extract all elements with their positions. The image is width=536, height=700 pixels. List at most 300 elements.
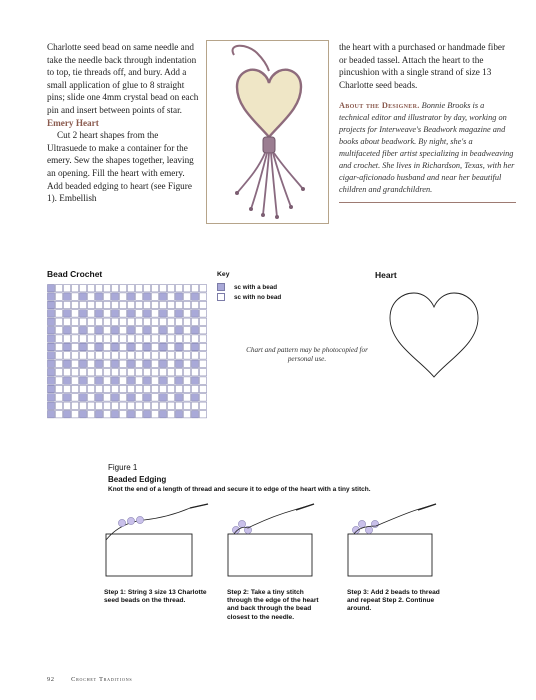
chart-cell-no-bead bbox=[152, 394, 159, 401]
chart-cell-no-bead bbox=[160, 335, 167, 342]
chart-cell-no-bead bbox=[192, 318, 199, 325]
chart-cell-no-bead bbox=[168, 377, 175, 384]
chart-cell-no-bead bbox=[56, 352, 63, 359]
chart-cell-no-bead bbox=[88, 377, 95, 384]
chart-cell-no-bead bbox=[56, 360, 63, 367]
chart-cell-no-bead bbox=[128, 301, 135, 308]
heart-title: Heart bbox=[375, 270, 397, 280]
chart-cell-no-bead bbox=[120, 293, 127, 300]
photocopy-note: Chart and pattern may be photocopied for personal use. bbox=[246, 346, 368, 363]
chart-cell-bead bbox=[96, 394, 103, 401]
chart-cell-no-bead bbox=[72, 318, 79, 325]
chart-cell-no-bead bbox=[104, 318, 111, 325]
chart-cell-no-bead bbox=[144, 301, 151, 308]
chart-cell-bead bbox=[160, 411, 167, 418]
chart-cell-bead bbox=[80, 327, 87, 334]
chart-cell-bead bbox=[160, 360, 167, 367]
chart-cell-no-bead bbox=[88, 385, 95, 392]
chart-cell-bead bbox=[176, 360, 183, 367]
chart-cell-no-bead bbox=[168, 335, 175, 342]
chart-cell-no-bead bbox=[120, 310, 127, 317]
bead-swatch-icon bbox=[217, 283, 225, 291]
chart-cell-bead bbox=[192, 293, 199, 300]
chart-cell-bead bbox=[64, 310, 71, 317]
left-paragraph-1: Charlotte seed bead on same needle and take the needle back through indentation to top, tie threads off, and bury. Add a small application of glue to 8 straight pins; slide one 4mm crystal bead on each pin and insert between points of star. bbox=[47, 42, 199, 115]
bio-text: Bonnie Brooks is a technical editor and illustrator by day, working on projects for Interweave's Beadwork magazine and books about beadwork. By night, she's a multifaceted fiber artist specializing in beadweaving and crochet. She lives in Richardson, Texas, with her cigar-aficionado husband and near her beautiful children and grandchildren. bbox=[339, 101, 515, 195]
chart-cell-no-bead bbox=[200, 335, 207, 342]
chart-cell-bead bbox=[112, 377, 119, 384]
chart-cell-no-bead bbox=[160, 301, 167, 308]
chart-cell-no-bead bbox=[152, 411, 159, 418]
figure-instruction: Knot the end of a length of thread and secure it to edge of the heart with a tiny stitch. bbox=[108, 486, 371, 493]
chart-cell-no-bead bbox=[72, 369, 79, 376]
chart-cell-no-bead bbox=[56, 402, 63, 409]
no-bead-swatch-icon bbox=[217, 293, 225, 301]
chart-cell-no-bead bbox=[192, 402, 199, 409]
book-title: Crochet Traditions bbox=[71, 676, 133, 683]
chart-cell-bead bbox=[112, 360, 119, 367]
chart-cell-no-bead bbox=[104, 327, 111, 334]
chart-cell-bead bbox=[160, 377, 167, 384]
chart-cell-no-bead bbox=[200, 352, 207, 359]
chart-cell-no-bead bbox=[184, 310, 191, 317]
chart-cell-bead bbox=[160, 343, 167, 350]
chart-cell-no-bead bbox=[128, 352, 135, 359]
page-footer bbox=[47, 676, 132, 683]
chart-cell-no-bead bbox=[104, 402, 111, 409]
chart-cell-no-bead bbox=[56, 285, 63, 292]
chart-cell-no-bead bbox=[200, 402, 207, 409]
chart-cell-no-bead bbox=[72, 327, 79, 334]
chart-cell-bead bbox=[112, 293, 119, 300]
chart-cell-no-bead bbox=[112, 402, 119, 409]
chart-cell-bead bbox=[96, 411, 103, 418]
chart-cell-no-bead bbox=[152, 301, 159, 308]
chart-cell-no-bead bbox=[192, 301, 199, 308]
chart-cell-no-bead bbox=[136, 335, 143, 342]
chart-cell-no-bead bbox=[168, 285, 175, 292]
chart-cell-bead bbox=[48, 411, 55, 418]
chart-cell-bead bbox=[96, 360, 103, 367]
key-item-bead bbox=[217, 282, 281, 292]
chart-cell-bead bbox=[48, 343, 55, 350]
chart-cell-no-bead bbox=[152, 327, 159, 334]
chart-cell-bead bbox=[128, 343, 135, 350]
chart-cell-bead bbox=[144, 343, 151, 350]
chart-cell-no-bead bbox=[176, 318, 183, 325]
chart-cell-no-bead bbox=[152, 318, 159, 325]
chart-cell-no-bead bbox=[64, 335, 71, 342]
chart-cell-no-bead bbox=[64, 369, 71, 376]
chart-cell-no-bead bbox=[72, 385, 79, 392]
chart-cell-no-bead bbox=[56, 327, 63, 334]
section-rule bbox=[339, 202, 516, 203]
chart-cell-no-bead bbox=[192, 285, 199, 292]
chart-cell-no-bead bbox=[192, 335, 199, 342]
chart-cell-bead bbox=[176, 394, 183, 401]
chart-cell-no-bead bbox=[120, 377, 127, 384]
chart-cell-bead bbox=[112, 343, 119, 350]
chart-cell-no-bead bbox=[152, 369, 159, 376]
chart-cell-bead bbox=[160, 310, 167, 317]
chart-cell-no-bead bbox=[152, 310, 159, 317]
chart-cell-no-bead bbox=[56, 369, 63, 376]
chart-cell-bead bbox=[128, 377, 135, 384]
chart-cell-no-bead bbox=[160, 352, 167, 359]
right-paragraph-1: the heart with a purchased or handmade fiber or beaded tassel. Attach the heart to the pincushion with a single strand of size 13 Charlotte seed beads. bbox=[339, 42, 506, 90]
chart-cell-bead bbox=[80, 293, 87, 300]
chart-cell-no-bead bbox=[80, 335, 87, 342]
chart-cell-no-bead bbox=[160, 318, 167, 325]
chart-cell-bead bbox=[192, 360, 199, 367]
key-label-no-bead: sc with no bead bbox=[234, 293, 282, 301]
chart-cell-no-bead bbox=[168, 369, 175, 376]
chart-cell-no-bead bbox=[200, 385, 207, 392]
chart-cell-no-bead bbox=[168, 343, 175, 350]
chart-cell-no-bead bbox=[128, 369, 135, 376]
chart-cell-no-bead bbox=[136, 377, 143, 384]
chart-cell-bead bbox=[192, 411, 199, 418]
step-2-diagram bbox=[224, 500, 336, 580]
chart-cell-no-bead bbox=[80, 352, 87, 359]
key-label-bead: sc with a bead bbox=[234, 283, 278, 291]
chart-cell-no-bead bbox=[80, 285, 87, 292]
chart-cell-no-bead bbox=[96, 301, 103, 308]
chart-cell-no-bead bbox=[200, 343, 207, 350]
chart-cell-no-bead bbox=[120, 411, 127, 418]
chart-cell-no-bead bbox=[168, 310, 175, 317]
chart-cell-no-bead bbox=[72, 360, 79, 367]
step-2-caption: Step 2: Take a tiny stitch through the edge of the heart and back through the bead closest to the needle. bbox=[227, 589, 319, 621]
chart-cell-no-bead bbox=[80, 318, 87, 325]
chart-cell-bead bbox=[176, 310, 183, 317]
chart-cell-bead bbox=[48, 301, 55, 308]
left-paragraph-2: Cut 2 heart shapes from the Ultrasuede to make a container for the emery. Sew the shapes together, leaving an opening. Fill the heart with emery. Add beaded edging to heart (see Figure 1). Embellish bbox=[47, 130, 194, 204]
chart-cell-no-bead bbox=[184, 411, 191, 418]
chart-cell-bead bbox=[48, 310, 55, 317]
chart-cell-no-bead bbox=[104, 310, 111, 317]
chart-cell-bead bbox=[192, 394, 199, 401]
chart-cell-no-bead bbox=[112, 352, 119, 359]
chart-cell-no-bead bbox=[112, 369, 119, 376]
chart-cell-bead bbox=[80, 411, 87, 418]
chart-cell-no-bead bbox=[80, 402, 87, 409]
figure-number: Figure 1 bbox=[108, 463, 138, 472]
chart-cell-no-bead bbox=[72, 394, 79, 401]
chart-cell-bead bbox=[48, 285, 55, 292]
chart-cell-bead bbox=[192, 310, 199, 317]
chart-cell-no-bead bbox=[88, 335, 95, 342]
chart-cell-bead bbox=[144, 293, 151, 300]
chart-cell-no-bead bbox=[64, 285, 71, 292]
chart-cell-no-bead bbox=[120, 402, 127, 409]
chart-cell-no-bead bbox=[88, 411, 95, 418]
chart-cell-no-bead bbox=[176, 352, 183, 359]
chart-cell-no-bead bbox=[120, 369, 127, 376]
chart-cell-no-bead bbox=[64, 402, 71, 409]
chart-cell-no-bead bbox=[152, 335, 159, 342]
bio-heading: About the Designer. bbox=[339, 101, 420, 111]
chart-cell-no-bead bbox=[168, 411, 175, 418]
chart-cell-no-bead bbox=[136, 402, 143, 409]
chart-cell-bead bbox=[64, 377, 71, 384]
tassel-heart-photo bbox=[206, 40, 329, 224]
heart-tassel-illustration bbox=[207, 41, 328, 223]
chart-cell-no-bead bbox=[144, 369, 151, 376]
chart-cell-no-bead bbox=[80, 385, 87, 392]
chart-cell-no-bead bbox=[184, 318, 191, 325]
chart-cell-no-bead bbox=[168, 360, 175, 367]
chart-cell-bead bbox=[144, 394, 151, 401]
chart-cell-no-bead bbox=[136, 369, 143, 376]
chart-cell-bead bbox=[64, 411, 71, 418]
chart-cell-no-bead bbox=[184, 369, 191, 376]
chart-cell-no-bead bbox=[120, 285, 127, 292]
chart-cell-no-bead bbox=[64, 352, 71, 359]
chart-cell-no-bead bbox=[176, 301, 183, 308]
chart-cell-no-bead bbox=[152, 352, 159, 359]
chart-cell-bead bbox=[80, 377, 87, 384]
chart-cell-no-bead bbox=[120, 343, 127, 350]
chart-cell-no-bead bbox=[80, 301, 87, 308]
chart-cell-no-bead bbox=[176, 385, 183, 392]
chart-cell-no-bead bbox=[104, 411, 111, 418]
chart-cell-no-bead bbox=[168, 352, 175, 359]
chart-cell-no-bead bbox=[72, 352, 79, 359]
chart-cell-bead bbox=[192, 343, 199, 350]
chart-cell-no-bead bbox=[136, 293, 143, 300]
chart-cell-no-bead bbox=[88, 402, 95, 409]
chart-cell-no-bead bbox=[112, 385, 119, 392]
chart-cell-no-bead bbox=[176, 285, 183, 292]
chart-cell-no-bead bbox=[184, 394, 191, 401]
designer-bio bbox=[339, 100, 515, 196]
chart-cell-no-bead bbox=[88, 301, 95, 308]
chart-cell-no-bead bbox=[168, 385, 175, 392]
chart-cell-bead bbox=[96, 310, 103, 317]
chart-cell-no-bead bbox=[128, 335, 135, 342]
chart-cell-no-bead bbox=[192, 352, 199, 359]
chart-cell-bead bbox=[96, 343, 103, 350]
chart-cell-no-bead bbox=[168, 318, 175, 325]
chart-cell-no-bead bbox=[200, 394, 207, 401]
figure-title: Beaded Edging bbox=[108, 475, 167, 484]
chart-cell-no-bead bbox=[104, 394, 111, 401]
chart-cell-no-bead bbox=[136, 327, 143, 334]
chart-cell-bead bbox=[80, 360, 87, 367]
chart-cell-bead bbox=[64, 293, 71, 300]
chart-cell-no-bead bbox=[72, 293, 79, 300]
chart-cell-no-bead bbox=[160, 369, 167, 376]
chart-cell-bead bbox=[128, 394, 135, 401]
chart-cell-bead bbox=[160, 327, 167, 334]
chart-cell-no-bead bbox=[56, 377, 63, 384]
chart-cell-no-bead bbox=[104, 352, 111, 359]
chart-cell-no-bead bbox=[72, 377, 79, 384]
chart-cell-no-bead bbox=[144, 335, 151, 342]
chart-title: Bead Crochet bbox=[47, 269, 103, 279]
chart-cell-bead bbox=[112, 327, 119, 334]
step-1-caption: Step 1: String 3 size 13 Charlotte seed beads on the thread. bbox=[104, 589, 207, 605]
chart-cell-bead bbox=[64, 394, 71, 401]
chart-cell-no-bead bbox=[184, 402, 191, 409]
chart-cell-bead bbox=[48, 352, 55, 359]
chart-cell-no-bead bbox=[112, 335, 119, 342]
chart-cell-no-bead bbox=[184, 360, 191, 367]
chart-cell-no-bead bbox=[200, 377, 207, 384]
chart-cell-bead bbox=[176, 293, 183, 300]
chart-cell-no-bead bbox=[88, 293, 95, 300]
chart-cell-no-bead bbox=[152, 343, 159, 350]
chart-cell-bead bbox=[64, 327, 71, 334]
chart-cell-no-bead bbox=[144, 402, 151, 409]
chart-cell-no-bead bbox=[56, 310, 63, 317]
chart-cell-no-bead bbox=[192, 385, 199, 392]
chart-cell-bead bbox=[64, 343, 71, 350]
chart-cell-bead bbox=[80, 394, 87, 401]
chart-cell-no-bead bbox=[152, 293, 159, 300]
chart-cell-no-bead bbox=[184, 335, 191, 342]
chart-cell-no-bead bbox=[112, 285, 119, 292]
chart-cell-no-bead bbox=[144, 352, 151, 359]
chart-cell-no-bead bbox=[112, 318, 119, 325]
step-3-diagram bbox=[344, 500, 456, 580]
chart-cell-no-bead bbox=[184, 285, 191, 292]
chart-cell-bead bbox=[48, 318, 55, 325]
chart-cell-no-bead bbox=[136, 301, 143, 308]
chart-cell-no-bead bbox=[192, 369, 199, 376]
chart-cell-bead bbox=[192, 377, 199, 384]
chart-cell-no-bead bbox=[120, 360, 127, 367]
chart-cell-no-bead bbox=[72, 411, 79, 418]
chart-cell-no-bead bbox=[56, 385, 63, 392]
chart-cell-no-bead bbox=[184, 301, 191, 308]
chart-cell-no-bead bbox=[144, 285, 151, 292]
chart-cell-no-bead bbox=[128, 318, 135, 325]
chart-cell-bead bbox=[112, 310, 119, 317]
chart-cell-no-bead bbox=[200, 318, 207, 325]
chart-cell-bead bbox=[48, 377, 55, 384]
chart-cell-no-bead bbox=[88, 318, 95, 325]
chart-cell-no-bead bbox=[200, 369, 207, 376]
chart-cell-no-bead bbox=[96, 318, 103, 325]
chart-cell-bead bbox=[128, 411, 135, 418]
chart-cell-bead bbox=[48, 402, 55, 409]
chart-cell-no-bead bbox=[104, 360, 111, 367]
chart-cell-no-bead bbox=[120, 352, 127, 359]
chart-cell-bead bbox=[160, 394, 167, 401]
chart-cell-bead bbox=[144, 411, 151, 418]
chart-cell-no-bead bbox=[160, 402, 167, 409]
page-number: 92 bbox=[47, 676, 55, 683]
chart-cell-no-bead bbox=[168, 301, 175, 308]
chart-cell-no-bead bbox=[96, 369, 103, 376]
chart-cell-no-bead bbox=[64, 385, 71, 392]
chart-cell-no-bead bbox=[96, 385, 103, 392]
chart-cell-no-bead bbox=[88, 327, 95, 334]
chart-cell-no-bead bbox=[136, 385, 143, 392]
chart-cell-no-bead bbox=[56, 335, 63, 342]
chart-cell-bead bbox=[144, 327, 151, 334]
chart-cell-no-bead bbox=[64, 318, 71, 325]
chart-cell-no-bead bbox=[136, 285, 143, 292]
chart-cell-no-bead bbox=[152, 285, 159, 292]
chart-cell-no-bead bbox=[120, 327, 127, 334]
chart-cell-bead bbox=[176, 327, 183, 334]
chart-cell-no-bead bbox=[80, 369, 87, 376]
chart-cell-bead bbox=[176, 343, 183, 350]
seed-beads-icon bbox=[232, 520, 251, 533]
chart-cell-no-bead bbox=[104, 369, 111, 376]
step-1-diagram bbox=[104, 500, 216, 580]
chart-cell-no-bead bbox=[64, 301, 71, 308]
left-column bbox=[47, 41, 199, 205]
chart-cell-no-bead bbox=[168, 402, 175, 409]
chart-cell-no-bead bbox=[120, 301, 127, 308]
chart-cell-bead bbox=[96, 293, 103, 300]
seed-beads-icon bbox=[118, 516, 143, 526]
key-item-no-bead bbox=[217, 292, 281, 302]
chart-cell-no-bead bbox=[128, 402, 135, 409]
chart-cell-bead bbox=[48, 394, 55, 401]
chart-cell-no-bead bbox=[136, 343, 143, 350]
chart-cell-no-bead bbox=[104, 335, 111, 342]
chart-cell-no-bead bbox=[88, 310, 95, 317]
chart-cell-no-bead bbox=[176, 402, 183, 409]
chart-cell-bead bbox=[176, 377, 183, 384]
chart-cell-bead bbox=[128, 327, 135, 334]
chart-cell-no-bead bbox=[72, 343, 79, 350]
chart-cell-no-bead bbox=[136, 394, 143, 401]
chart-cell-no-bead bbox=[120, 335, 127, 342]
chart-cell-no-bead bbox=[136, 360, 143, 367]
chart-cell-no-bead bbox=[160, 285, 167, 292]
chart-cell-no-bead bbox=[200, 293, 207, 300]
chart-cell-bead bbox=[112, 411, 119, 418]
chart-cell-bead bbox=[48, 360, 55, 367]
chart-cell-bead bbox=[64, 360, 71, 367]
chart-cell-bead bbox=[48, 385, 55, 392]
chart-cell-no-bead bbox=[56, 411, 63, 418]
chart-cell-no-bead bbox=[120, 394, 127, 401]
chart-cell-no-bead bbox=[200, 327, 207, 334]
chart-cell-no-bead bbox=[104, 301, 111, 308]
chart-cell-no-bead bbox=[96, 352, 103, 359]
chart-cell-no-bead bbox=[136, 310, 143, 317]
chart-cell-no-bead bbox=[72, 285, 79, 292]
chart-cell-no-bead bbox=[152, 385, 159, 392]
chart-cell-no-bead bbox=[96, 335, 103, 342]
chart-cell-no-bead bbox=[72, 402, 79, 409]
chart-cell-no-bead bbox=[168, 293, 175, 300]
chart-cell-no-bead bbox=[184, 343, 191, 350]
key-list bbox=[217, 282, 281, 302]
chart-cell-no-bead bbox=[168, 327, 175, 334]
chart-cell-bead bbox=[80, 343, 87, 350]
emery-heart-subhead: Emery Heart bbox=[47, 117, 99, 128]
chart-cell-no-bead bbox=[88, 352, 95, 359]
chart-cell-no-bead bbox=[184, 293, 191, 300]
chart-cell-no-bead bbox=[144, 385, 151, 392]
chart-cell-no-bead bbox=[128, 385, 135, 392]
chart-cell-no-bead bbox=[200, 411, 207, 418]
chart-cell-bead bbox=[144, 310, 151, 317]
chart-cell-bead bbox=[112, 394, 119, 401]
chart-cell-no-bead bbox=[112, 301, 119, 308]
chart-cell-no-bead bbox=[72, 310, 79, 317]
chart-cell-no-bead bbox=[128, 285, 135, 292]
chart-cell-no-bead bbox=[56, 293, 63, 300]
